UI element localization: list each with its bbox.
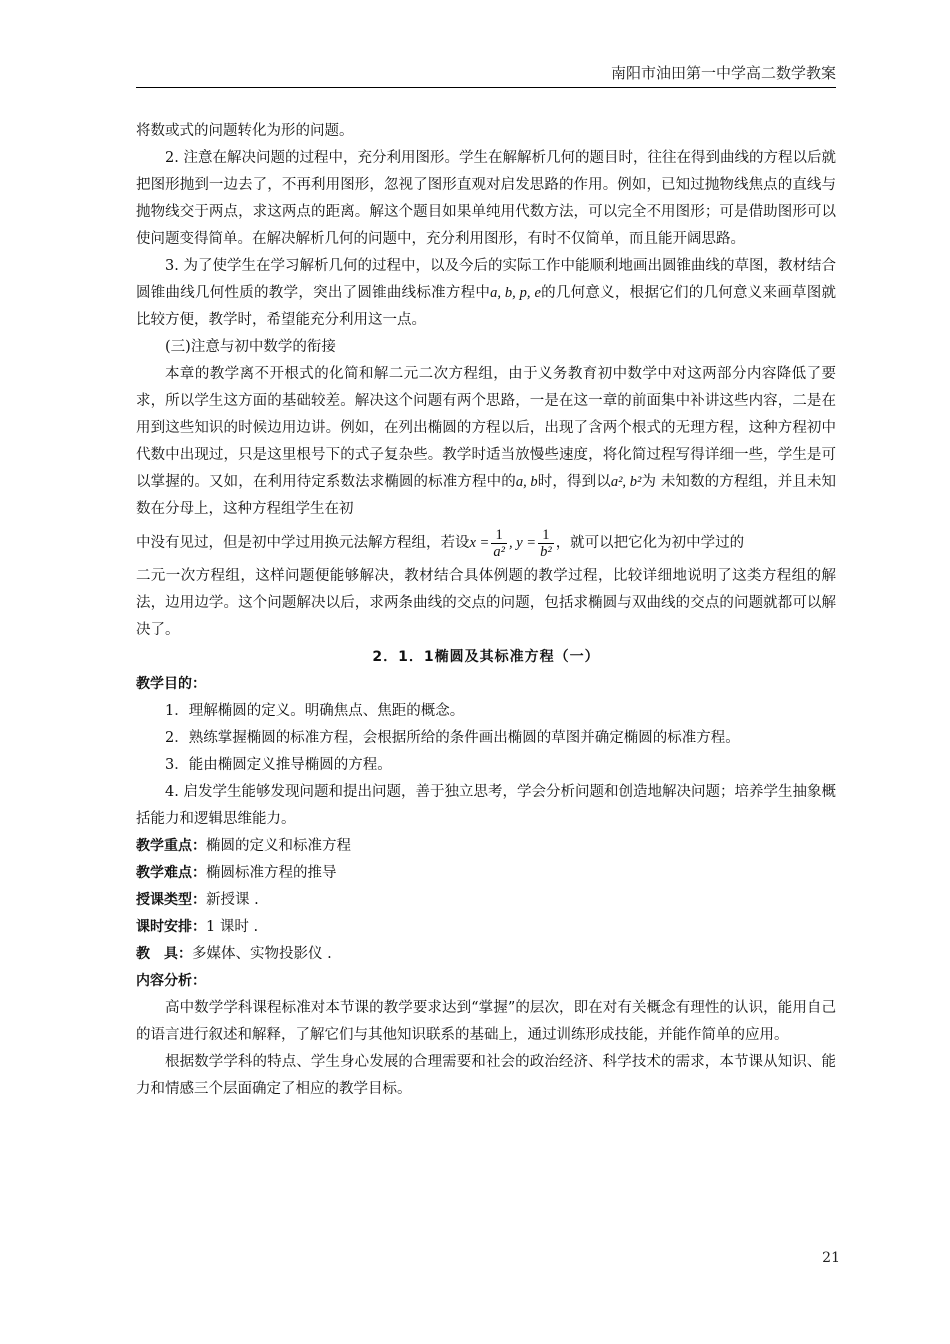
analysis-label: 内容分析： — [136, 973, 206, 989]
header-rule — [136, 87, 836, 88]
intro-paragraph-5 — [136, 523, 836, 563]
intro-paragraph-2-text-b: 的几何意义，根据它们的几何意义来画草图就比较方便，教学时，希望能充分利用这一点。 — [136, 285, 837, 328]
goals-label: 教学目的： — [136, 676, 206, 692]
intro-paragraph-5-text-b: ，就可以把它化为初中学过的 — [555, 535, 745, 551]
difficulty-row — [136, 860, 836, 887]
fraction-numerator: 1 — [538, 527, 554, 544]
lesson-type-row — [136, 887, 836, 914]
math-x-equals: x = — [469, 535, 490, 551]
math-abpe: a, b, p, e — [490, 285, 541, 301]
intro-paragraph-6: 二元一次方程组，这样问题便能够解决，教材结合具体例题的教学过程，比较详细地说明了这类方程组的解法，边用边学。这个问题解决以后，求两条曲线的交点的问题，包括求椭圆与双曲线的交点的问题就都可以解决了。 — [136, 568, 836, 638]
tools-label: 教 具： — [136, 946, 192, 962]
intro-paragraph-2 — [136, 253, 836, 334]
schedule-label: 课时安排： — [136, 919, 206, 935]
section-title: 2．1．1椭圆及其标准方程（一） — [372, 649, 600, 665]
intro-paragraph-2-text-a: 3. 为了使学生在学习解析几何的过程中，以及今后的实际工作中能顺利地画出圆锥曲线的草图，教材结合圆锥曲线几何性质的教学，突出了圆锥曲线标准方程中 — [136, 258, 836, 301]
difficulty-label: 教学难点： — [136, 865, 206, 881]
difficulty-value: 椭圆标准方程的推导 — [206, 865, 337, 881]
goal-item: 2．熟练掌握椭圆的标准方程，会根据所给的条件画出椭圆的草图并确定椭圆的标准方程。 — [165, 730, 740, 746]
key-point-value: 椭圆的定义和标准方程 — [206, 838, 351, 854]
schedule-row — [136, 914, 836, 941]
page-header: 南阳市油田第一中学高二数学教案 — [610, 64, 836, 82]
intro-paragraph-4-text-b: 时，得到以 — [537, 474, 611, 490]
goal-item: 3．能由椭圆定义推导椭圆的方程。 — [165, 757, 392, 773]
analysis-paragraph-2: 根据数学学科的特点、学生身心发展的合理需要和社会的政治经济、科学技术的需求，本节课从知识、能力和情感三个层面确定了相应的教学目标。 — [136, 1054, 836, 1097]
analysis-paragraph-1: 高中数学学科课程标准对本节课的教学要求达到“掌握”的层次，即在对有关概念有理性的认识，能用自己的语言进行叙述和解释，了解它们与其他知识联系的基础上，通过训练形成技能，并能作简单的应用。 — [136, 1000, 836, 1043]
tools-value: 多媒体、实物投影仪 . — [192, 946, 332, 962]
goal-item: 1．理解椭圆的定义。明确焦点、焦距的概念。 — [165, 703, 465, 719]
intro-paragraph-0: 将数或式的问题转化为形的问题。 — [136, 123, 354, 139]
fraction-1-over-b2 — [538, 527, 554, 560]
page-number: 21 — [822, 1250, 840, 1266]
key-point-label: 教学重点： — [136, 838, 206, 854]
math-ab: a, b — [515, 474, 538, 490]
math-y-equals: , y = — [508, 535, 537, 551]
document-body — [136, 118, 836, 1103]
goals-heading — [136, 671, 836, 698]
intro-paragraph-5-text-a: 中没有见过，但是初中学过用换元法解方程组，若设 — [136, 535, 470, 551]
lesson-type-value: 新授课 . — [206, 892, 259, 908]
intro-paragraph-4-text-c: 为 未知数的方程组，并且未知数在分母上，这种方程组学生在初 — [136, 474, 837, 517]
fraction-denominator: a² — [493, 543, 505, 560]
key-point-row — [136, 833, 836, 860]
tools-row — [136, 941, 836, 968]
schedule-value: 1 课时 . — [206, 919, 259, 935]
goal-item: 4. 启发学生能够发现问题和提出问题，善于独立思考，学会分析问题和创造地解决问题；培养学生抽象概括能力和逻辑思维能力。 — [136, 784, 836, 827]
analysis-heading — [136, 968, 836, 995]
lesson-type-label: 授课类型： — [136, 892, 206, 908]
math-a2-b2: a², b² — [610, 474, 642, 490]
fraction-denominator: b² — [540, 543, 552, 560]
intro-paragraph-4 — [136, 361, 836, 523]
subsection-heading: (三)注意与初中数学的衔接 — [165, 339, 336, 355]
fraction-numerator: 1 — [491, 527, 507, 544]
intro-paragraph-1: 2. 注意在解决问题的过程中，充分利用图形。学生在解解析几何的题目时，往往在得到曲线的方程以后就把图形抛到一边去了，不再利用图形，忽视了图形直观对启发思路的作用。例如，已知过抛物线焦点的直线与抛物线交于两点，求这两点的距离。解这个题目如果单纯用代数方法，可以完全不用图形；可是借助图形可以使问题变得简单。在解决解析几何的问题中，充分利用图形，有时不仅简单，而且能开阔思路。 — [136, 150, 836, 247]
fraction-1-over-a2 — [491, 527, 507, 560]
intro-paragraph-4-text-a: 本章的教学离不开根式的化简和解二元二次方程组，由于义务教育初中数学中对这两部分内容降低了要求，所以学生这方面的基础较差。解决这个问题有两个思路，一是在这一章的前面集中补讲这些内容，二是在用到这些知识的时候边用边讲。例如，在列出椭圆的方程以后，出现了含两个根式的无理方程，这种方程初中代数中出现过，只是这里根号下的式子复杂些。教学时适当放慢些速度，将化简过程写得详细一些，学生是可以掌握的。又如，在利用待定系数法求椭圆的标准方程中的 — [136, 366, 836, 490]
